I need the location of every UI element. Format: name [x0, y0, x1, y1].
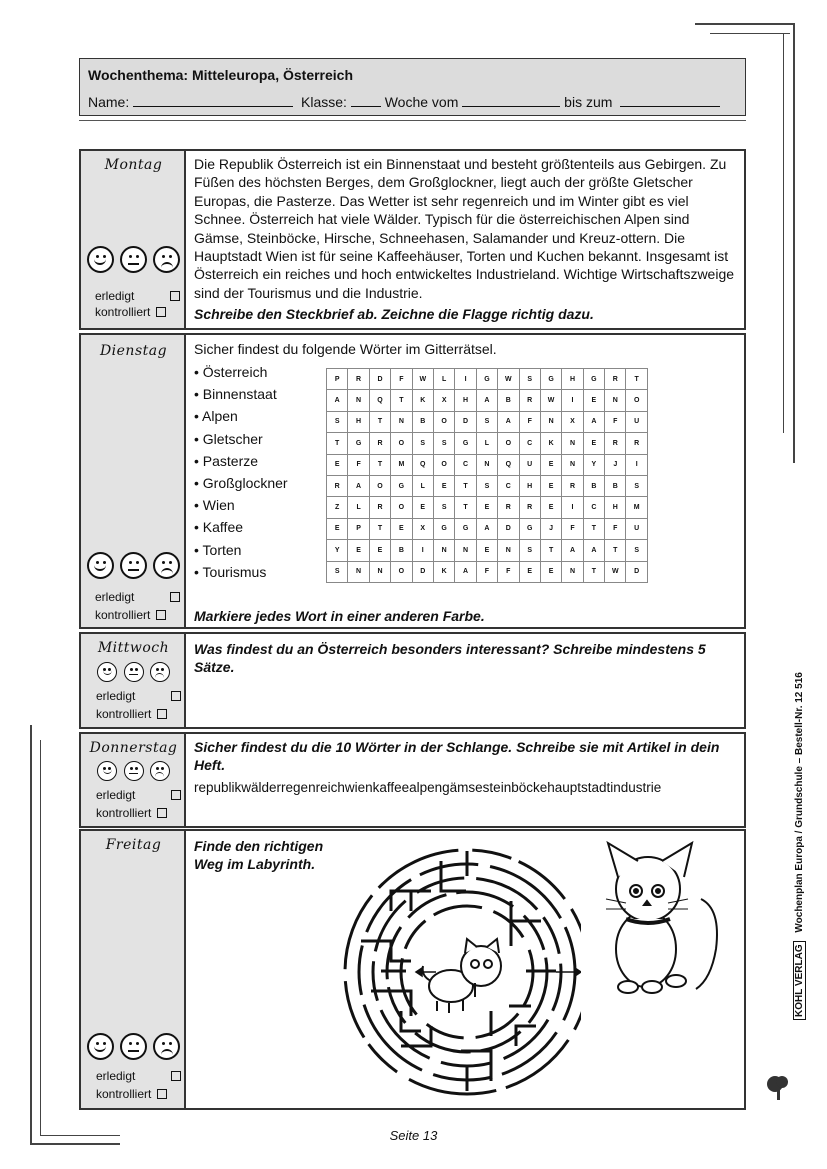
corner-line [30, 1143, 120, 1145]
grid-cell[interactable]: P [348, 518, 369, 539]
grid-cell[interactable]: S [626, 475, 647, 496]
grid-cell[interactable]: N [562, 454, 583, 475]
grid-cell[interactable]: I [455, 369, 476, 390]
tuesday-row [79, 333, 746, 629]
grid-cell[interactable]: E [540, 561, 561, 582]
grid-cell[interactable]: U [519, 454, 540, 475]
sad-face-icon[interactable] [153, 246, 180, 273]
grid-cell[interactable]: S [327, 561, 348, 582]
cat-illustration [596, 839, 726, 999]
grid-cell[interactable]: O [391, 561, 412, 582]
tree-logo-icon [764, 1072, 794, 1102]
grid-cell[interactable]: U [626, 518, 647, 539]
grid-cell[interactable]: Y [583, 454, 604, 475]
grid-cell[interactable]: O [626, 390, 647, 411]
word-item: • Gletscher [194, 430, 263, 447]
grid-cell[interactable]: E [391, 518, 412, 539]
labyrinth-maze[interactable] [341, 831, 581, 1110]
grid-cell[interactable]: D [626, 561, 647, 582]
checked-checkbox-row[interactable] [96, 706, 167, 722]
grid-cell[interactable]: N [348, 390, 369, 411]
grid-cell[interactable]: N [540, 411, 561, 432]
grid-cell[interactable]: S [433, 497, 454, 518]
grid-cell[interactable]: C [583, 497, 604, 518]
word-item: • Österreich [194, 364, 268, 380]
smiley-faces [81, 552, 186, 584]
grid-cell[interactable]: R [519, 497, 540, 518]
sad-face-icon[interactable] [153, 1033, 180, 1060]
header-box [79, 58, 746, 116]
grid-cell[interactable]: H [605, 497, 626, 518]
done-checkbox-row[interactable] [96, 787, 181, 803]
happy-face-icon[interactable] [97, 662, 117, 682]
checked-checkbox[interactable] [157, 808, 167, 818]
grid-cell[interactable]: O [391, 433, 412, 454]
grid-cell[interactable]: N [562, 561, 583, 582]
grid-cell[interactable]: O [391, 497, 412, 518]
name-label: Name: [88, 94, 130, 110]
checked-label: kontrolliert [95, 305, 151, 319]
class-field[interactable] [351, 94, 381, 107]
grid-cell[interactable]: A [348, 475, 369, 496]
friday-task-line2: Weg im Labyrinth. [194, 856, 316, 873]
grid-cell[interactable]: I [562, 390, 583, 411]
done-checkbox-row[interactable] [96, 1068, 181, 1084]
word-snake: republikwälderregenreichwienkaffeealpengämsesteinböckehauptstadtindustrie [194, 779, 662, 795]
grid-cell[interactable]: E [540, 497, 561, 518]
corner-line [40, 740, 41, 1135]
grid-cell[interactable]: E [369, 540, 390, 561]
grid-row [327, 390, 648, 411]
grid-cell[interactable]: A [327, 390, 348, 411]
grid-cell[interactable]: C [455, 454, 476, 475]
grid-cell[interactable]: A [583, 540, 604, 561]
word-item: • Torten [194, 541, 242, 558]
grid-cell[interactable]: B [412, 411, 433, 432]
grid-cell[interactable]: O [369, 475, 390, 496]
sad-face-icon[interactable] [153, 552, 180, 579]
class-label: Klasse: [301, 94, 347, 110]
sad-face-icon[interactable] [150, 662, 170, 682]
checked-label: kontrolliert [95, 608, 151, 622]
grid-cell[interactable]: S [476, 411, 497, 432]
grid-cell[interactable]: E [476, 540, 497, 561]
grid-cell[interactable]: F [348, 454, 369, 475]
grid-cell[interactable]: R [348, 369, 369, 390]
neutral-face-icon[interactable] [124, 761, 144, 781]
word-list [194, 361, 288, 583]
grid-cell[interactable]: R [327, 475, 348, 496]
grid-cell[interactable]: U [626, 411, 647, 432]
grid-cell[interactable]: F [605, 518, 626, 539]
done-checkbox-row[interactable] [95, 589, 180, 605]
grid-cell[interactable]: A [455, 561, 476, 582]
until-label: bis zum [564, 94, 613, 110]
smiley-faces [81, 662, 186, 687]
word-item: • Tourismus [194, 563, 267, 580]
done-label: erledigt [96, 1069, 136, 1083]
tuesday-intro: Sicher findest du folgende Wörter im Gitterrätsel. [194, 341, 497, 357]
grid-cell[interactable]: C [498, 475, 519, 496]
grid-row [327, 497, 648, 518]
grid-cell[interactable]: T [369, 454, 390, 475]
grid-cell[interactable]: N [476, 454, 497, 475]
thursday-task: Sicher findest du die 10 Wörter in der Schlange. Schreibe sie mit Artikel in dein Heft. [194, 739, 720, 774]
grid-cell[interactable]: G [455, 518, 476, 539]
grid-cell[interactable]: W [498, 369, 519, 390]
checked-label: kontrolliert [96, 707, 152, 721]
grid-cell[interactable]: A [583, 411, 604, 432]
grid-cell[interactable]: H [455, 390, 476, 411]
day-name-tuesday: Dienstag [99, 343, 168, 359]
monday-day-column [81, 151, 186, 328]
done-checkbox-row[interactable] [95, 288, 180, 304]
order-info: Wochenplan Europa / Grundschule – Bestell-Nr. 12 516 [794, 672, 805, 933]
grid-cell[interactable]: D [369, 369, 390, 390]
grid-cell[interactable]: G [433, 518, 454, 539]
grid-row [327, 369, 648, 390]
happy-face-icon[interactable] [97, 761, 117, 781]
grid-cell[interactable]: J [540, 518, 561, 539]
word-item: • Wien [194, 497, 235, 514]
grid-cell[interactable]: R [498, 497, 519, 518]
grid-cell[interactable]: E [348, 540, 369, 561]
grid-cell[interactable]: S [433, 433, 454, 454]
monday-row [79, 149, 746, 330]
day-name-monday: Montag [104, 157, 163, 173]
grid-cell[interactable]: F [562, 518, 583, 539]
wednesday-row [79, 632, 746, 729]
corner-line [793, 23, 795, 463]
grid-cell[interactable]: T [369, 518, 390, 539]
grid-cell[interactable]: A [476, 518, 497, 539]
checked-label: kontrolliert [96, 1087, 152, 1101]
grid-cell[interactable]: S [412, 433, 433, 454]
grid-cell[interactable]: E [519, 561, 540, 582]
grid-cell[interactable]: A [562, 540, 583, 561]
grid-cell[interactable]: T [455, 475, 476, 496]
tuesday-day-column [81, 335, 186, 627]
grid-row [327, 454, 648, 475]
corner-line [710, 33, 790, 34]
grid-row [327, 561, 648, 582]
grid-cell[interactable]: R [562, 475, 583, 496]
grid-cell[interactable]: H [519, 475, 540, 496]
happy-face-icon[interactable] [87, 246, 114, 273]
checked-checkbox[interactable] [157, 709, 167, 719]
grid-cell[interactable]: T [455, 497, 476, 518]
friday-task-line1: Finde den richtigen [194, 838, 324, 854]
done-label: erledigt [96, 689, 136, 703]
grid-cell[interactable]: I [626, 454, 647, 475]
grid-cell[interactable]: G [583, 369, 604, 390]
until-field[interactable] [620, 94, 720, 107]
grid-cell[interactable]: N [391, 411, 412, 432]
checked-checkbox[interactable] [156, 307, 166, 317]
grid-cell[interactable]: A [476, 390, 497, 411]
done-checkbox[interactable] [171, 691, 181, 701]
grid-cell[interactable]: C [519, 433, 540, 454]
wednesday-day-column [81, 634, 186, 727]
monday-content [194, 155, 736, 324]
checked-checkbox-row[interactable] [95, 304, 166, 320]
grid-cell[interactable]: Q [498, 454, 519, 475]
grid-cell[interactable]: E [327, 518, 348, 539]
grid-cell[interactable]: L [348, 497, 369, 518]
grid-cell[interactable]: L [412, 475, 433, 496]
grid-cell[interactable]: S [519, 369, 540, 390]
grid-cell[interactable]: E [540, 475, 561, 496]
grid-cell[interactable]: G [348, 433, 369, 454]
done-checkbox[interactable] [170, 592, 180, 602]
grid-cell[interactable]: B [391, 540, 412, 561]
name-field[interactable] [133, 94, 293, 107]
page-number: Seite 13 [389, 1128, 438, 1143]
corner-line [695, 23, 795, 25]
word-item: • Kaffee [194, 519, 244, 536]
grid-cell[interactable]: P [327, 369, 348, 390]
grid-cell[interactable]: N [455, 540, 476, 561]
neutral-face-icon[interactable] [120, 1033, 147, 1060]
header-fields [88, 94, 720, 110]
wednesday-task: Was findest du an Österreich besonders interessant? Schreibe mindestens 5 Sätze. [194, 641, 706, 676]
word-item: • Großglockner [194, 475, 288, 492]
checked-checkbox-row[interactable] [95, 607, 166, 623]
grid-cell[interactable]: Z [327, 497, 348, 518]
done-label: erledigt [96, 788, 136, 802]
word-search-grid[interactable] [326, 368, 648, 583]
grid-cell[interactable]: B [583, 475, 604, 496]
grid-cell[interactable]: F [519, 411, 540, 432]
grid-row [327, 518, 648, 539]
day-name-thursday: Donnerstag [89, 740, 178, 756]
grid-cell[interactable]: R [369, 433, 390, 454]
checked-label: kontrolliert [96, 806, 152, 820]
grid-cell[interactable]: E [583, 433, 604, 454]
checked-checkbox-row[interactable] [96, 1086, 167, 1102]
grid-cell[interactable]: F [476, 561, 497, 582]
tuesday-task: Markiere jedes Wort in einer anderen Farbe. [194, 608, 485, 624]
checked-checkbox-row[interactable] [96, 805, 167, 821]
grid-cell[interactable]: B [605, 475, 626, 496]
done-checkbox-row[interactable] [96, 688, 181, 704]
header-title: Wochenthema: Mitteleuropa, Österreich [88, 67, 354, 83]
grid-cell[interactable]: S [476, 475, 497, 496]
grid-cell[interactable]: D [412, 561, 433, 582]
done-checkbox[interactable] [171, 1071, 181, 1081]
grid-cell[interactable]: K [433, 561, 454, 582]
grid-cell[interactable]: F [605, 411, 626, 432]
grid-cell[interactable]: Y [327, 540, 348, 561]
grid-cell[interactable]: R [605, 433, 626, 454]
grid-cell[interactable]: T [605, 540, 626, 561]
grid-cell[interactable]: T [626, 369, 647, 390]
word-item: • Alpen [194, 408, 238, 425]
smiley-faces [81, 246, 186, 278]
thursday-day-column [81, 734, 186, 826]
smiley-faces [81, 761, 186, 786]
grid-cell[interactable]: R [626, 433, 647, 454]
grid-cell[interactable]: Q [369, 390, 390, 411]
grid-cell[interactable]: N [562, 433, 583, 454]
grid-cell[interactable]: R [369, 497, 390, 518]
grid-cell[interactable]: E [433, 475, 454, 496]
grid-cell[interactable]: M [391, 454, 412, 475]
grid-cell[interactable]: T [327, 433, 348, 454]
grid-cell[interactable]: N [348, 561, 369, 582]
done-label: erledigt [95, 289, 135, 303]
publisher-logo-text: KOHL VERLAG [793, 941, 806, 1020]
thursday-content [194, 738, 736, 797]
grid-cell[interactable]: I [412, 540, 433, 561]
friday-row [79, 829, 746, 1110]
grid-cell[interactable]: K [412, 390, 433, 411]
grid-cell[interactable]: J [605, 454, 626, 475]
grid-cell[interactable]: T [540, 540, 561, 561]
grid-cell[interactable]: L [476, 433, 497, 454]
grid-cell[interactable]: A [498, 411, 519, 432]
grid-cell[interactable]: B [498, 390, 519, 411]
grid-cell[interactable]: W [540, 390, 561, 411]
grid-cell[interactable]: O [433, 454, 454, 475]
neutral-face-icon[interactable] [120, 552, 147, 579]
checked-checkbox[interactable] [157, 1089, 167, 1099]
week-from-field[interactable] [462, 94, 560, 107]
grid-cell[interactable]: G [519, 518, 540, 539]
week-from-label: Woche vom [384, 94, 459, 110]
grid-cell[interactable]: H [348, 411, 369, 432]
grid-row [327, 475, 648, 496]
divider [79, 120, 746, 121]
grid-cell[interactable]: M [626, 497, 647, 518]
monday-task: Schreibe den Steckbrief ab. Zeichne die Flagge richtig dazu. [194, 306, 594, 323]
done-checkbox[interactable] [170, 291, 180, 301]
grid-cell[interactable]: N [498, 540, 519, 561]
grid-cell[interactable]: K [540, 433, 561, 454]
grid-cell[interactable]: X [433, 390, 454, 411]
happy-face-icon[interactable] [87, 1033, 114, 1060]
grid-cell[interactable]: N [605, 390, 626, 411]
grid-cell[interactable]: S [519, 540, 540, 561]
word-item: • Binnenstaat [194, 386, 277, 403]
grid-cell[interactable]: D [498, 518, 519, 539]
grid-cell[interactable]: X [562, 411, 583, 432]
monday-text: Die Republik Österreich ist ein Binnenstaat und besteht größtenteils aus Gebirgen. Zu Füßen des höchsten Berges, dem Großglockner, liegt auch der größte Gletscher Europas, die Pasterze. Das Wetter ist sehr regenreich und im Winter gibt es viel Schnee. Österreich hat viele Wälder. Typisch für die österreichischen Alpen sind Gämse, Steinböcke, Hirsche, Schneehasen, Salamander und Kreuz-ottern. Die Hauptstadt Wien ist für seine Kaffeehäuser, Torten und Kuchen bekannt. Insgesamt ist Österreich ein reiches und hoch entwickeltes Industrieland. Wichtige Wirtschaftszweige sind der Tourismus und die Industrie. [194, 156, 735, 301]
day-name-wednesday: Mittwoch [97, 640, 170, 656]
grid-cell[interactable]: T [583, 561, 604, 582]
grid-cell[interactable]: F [391, 369, 412, 390]
grid-cell[interactable]: E [540, 454, 561, 475]
done-checkbox[interactable] [171, 790, 181, 800]
grid-cell[interactable]: O [433, 411, 454, 432]
grid-cell[interactable]: W [605, 561, 626, 582]
grid-cell[interactable]: F [498, 561, 519, 582]
thursday-row [79, 732, 746, 828]
grid-cell[interactable]: Q [412, 454, 433, 475]
grid-cell[interactable]: G [476, 369, 497, 390]
grid-cell[interactable]: N [433, 540, 454, 561]
neutral-face-icon[interactable] [120, 246, 147, 273]
checked-checkbox[interactable] [156, 610, 166, 620]
grid-cell[interactable]: T [583, 518, 604, 539]
done-label: erledigt [95, 590, 135, 604]
grid-cell[interactable]: T [369, 411, 390, 432]
word-item: • Pasterze [194, 452, 259, 469]
grid-cell[interactable]: R [519, 390, 540, 411]
grid-cell[interactable]: W [412, 369, 433, 390]
grid-cell[interactable]: L [433, 369, 454, 390]
grid-cell[interactable]: O [498, 433, 519, 454]
grid-cell[interactable]: G [455, 433, 476, 454]
grid-cell[interactable]: N [369, 561, 390, 582]
day-name-friday: Freitag [105, 837, 162, 853]
sad-face-icon[interactable] [150, 761, 170, 781]
grid-cell[interactable]: T [391, 390, 412, 411]
neutral-face-icon[interactable] [124, 662, 144, 682]
friday-day-column [81, 831, 186, 1108]
grid-cell[interactable]: E [412, 497, 433, 518]
corner-line [30, 725, 32, 1145]
corner-line [783, 33, 784, 433]
side-info [794, 672, 805, 1020]
grid-cell[interactable]: I [562, 497, 583, 518]
grid-cell[interactable]: E [476, 497, 497, 518]
grid-row [327, 433, 648, 454]
smiley-faces [81, 1033, 186, 1065]
grid-cell[interactable]: S [626, 540, 647, 561]
grid-cell[interactable]: D [455, 411, 476, 432]
grid-row [327, 411, 648, 432]
grid-cell[interactable]: G [391, 475, 412, 496]
grid-cell[interactable]: S [327, 411, 348, 432]
grid-cell[interactable]: H [562, 369, 583, 390]
grid-cell[interactable]: E [327, 454, 348, 475]
grid-cell[interactable]: R [605, 369, 626, 390]
grid-cell[interactable]: E [583, 390, 604, 411]
grid-row [327, 540, 648, 561]
grid-cell[interactable]: X [412, 518, 433, 539]
happy-face-icon[interactable] [87, 552, 114, 579]
grid-cell[interactable]: G [540, 369, 561, 390]
